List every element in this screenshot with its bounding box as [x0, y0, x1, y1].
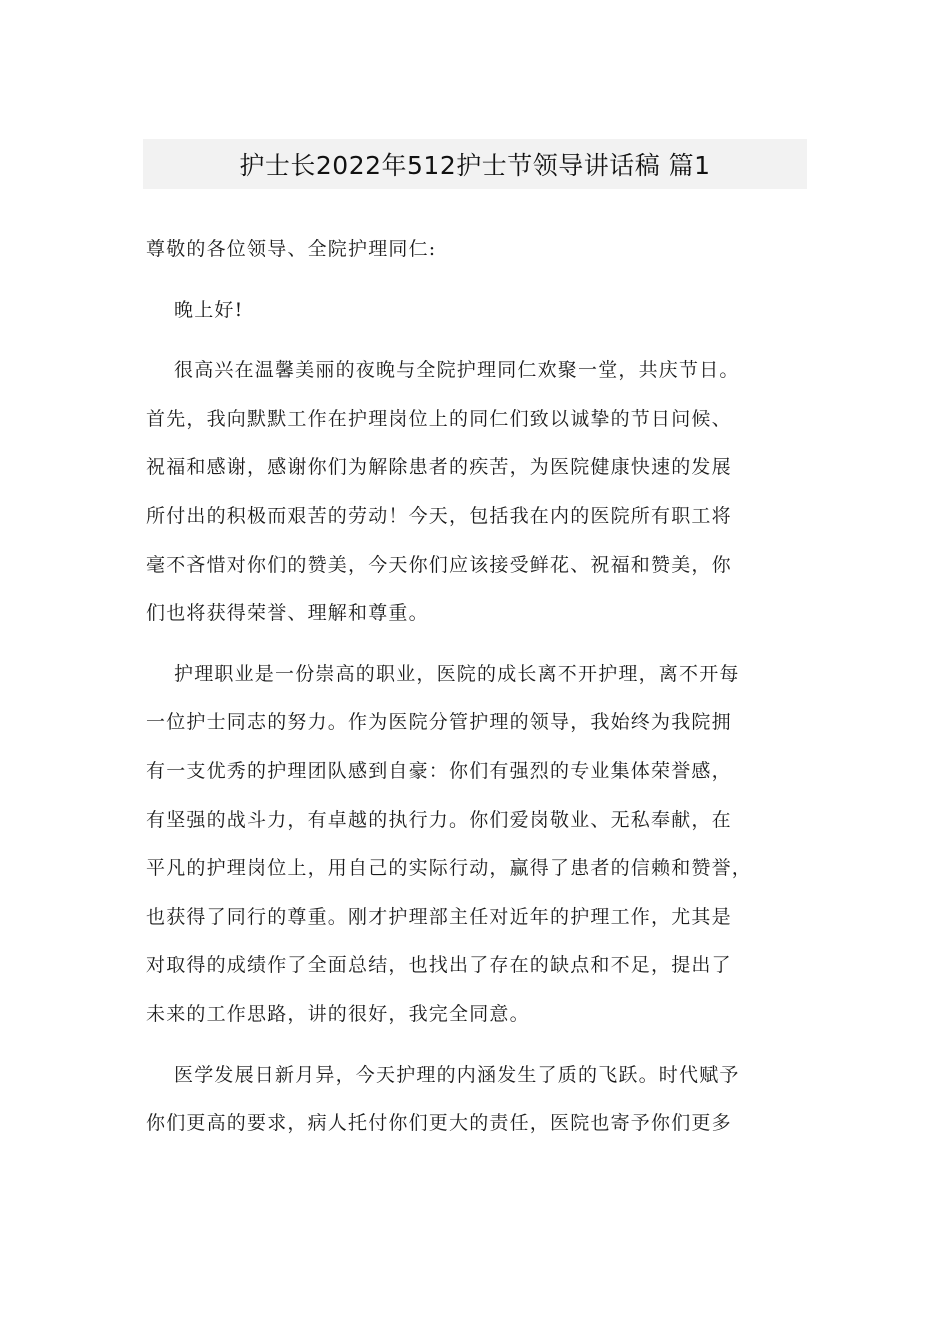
paragraph	[146, 1051, 826, 1148]
paragraph-line: 医学发展日新月异，今天护理的内涵发生了质的飞跃。时代赋予	[174, 1063, 740, 1086]
document-title: 护士长2022年512护士节领导讲话稿 篇1	[239, 151, 711, 180]
paragraph-line: 也获得了同行的尊重。刚才护理部主任对近年的护理工作，尤其是	[146, 905, 732, 928]
paragraph-line: 一位护士同志的努力。作为医院分管护理的领导，我始终为我院拥	[146, 711, 732, 734]
paragraph-line: 护理职业是一份崇高的职业，医院的成长离不开护理，离不开每	[174, 662, 740, 685]
paragraph	[146, 225, 826, 274]
paragraph-line: 晚上好!	[174, 298, 244, 321]
paragraph	[146, 650, 826, 1039]
paragraph	[146, 346, 826, 638]
paragraph-line: 尊敬的各位领导、全院护理同仁:	[146, 238, 437, 260]
paragraph-line: 未来的工作思路，讲的很好，我完全同意。	[146, 1002, 530, 1025]
paragraph-line: 对取得的成绩作了全面总结，也找出了存在的缺点和不足，提出了	[146, 954, 732, 977]
paragraph-line: 们也将获得荣誉、理解和尊重。	[146, 602, 429, 625]
paragraph-line: 很高兴在温馨美丽的夜晚与全院护理同仁欢聚一堂，共庆节日。	[174, 359, 740, 382]
paragraph-line: 有一支优秀的护理团队感到自豪：你们有强烈的专业集体荣誉感，	[146, 759, 732, 782]
paragraph-line: 所付出的积极而艰苦的劳动！今天，包括我在内的医院所有职工将	[146, 504, 732, 527]
paragraph-line: 有坚强的战斗力，有卓越的执行力。你们爱岗敬业、无私奉献，在	[146, 808, 732, 831]
paragraph	[146, 286, 826, 335]
paragraph-line: 你们更高的要求，病人托付你们更大的责任，医院也寄予你们更多	[146, 1112, 732, 1135]
document-body	[146, 225, 826, 1160]
paragraph-line: 毫不吝惜对你们的赞美，今天你们应该接受鲜花、祝福和赞美，你	[146, 553, 732, 576]
paragraph-line: 祝福和感谢，感谢你们为解除患者的疾苦，为医院健康快速的发展	[146, 456, 732, 479]
title-banner	[143, 139, 807, 189]
paragraph-line: 首先，我向默默工作在护理岗位上的同仁们致以诚挚的节日问候、	[146, 407, 732, 430]
paragraph-line: 平凡的护理岗位上，用自己的实际行动，赢得了患者的信赖和赞誉，	[146, 857, 753, 880]
